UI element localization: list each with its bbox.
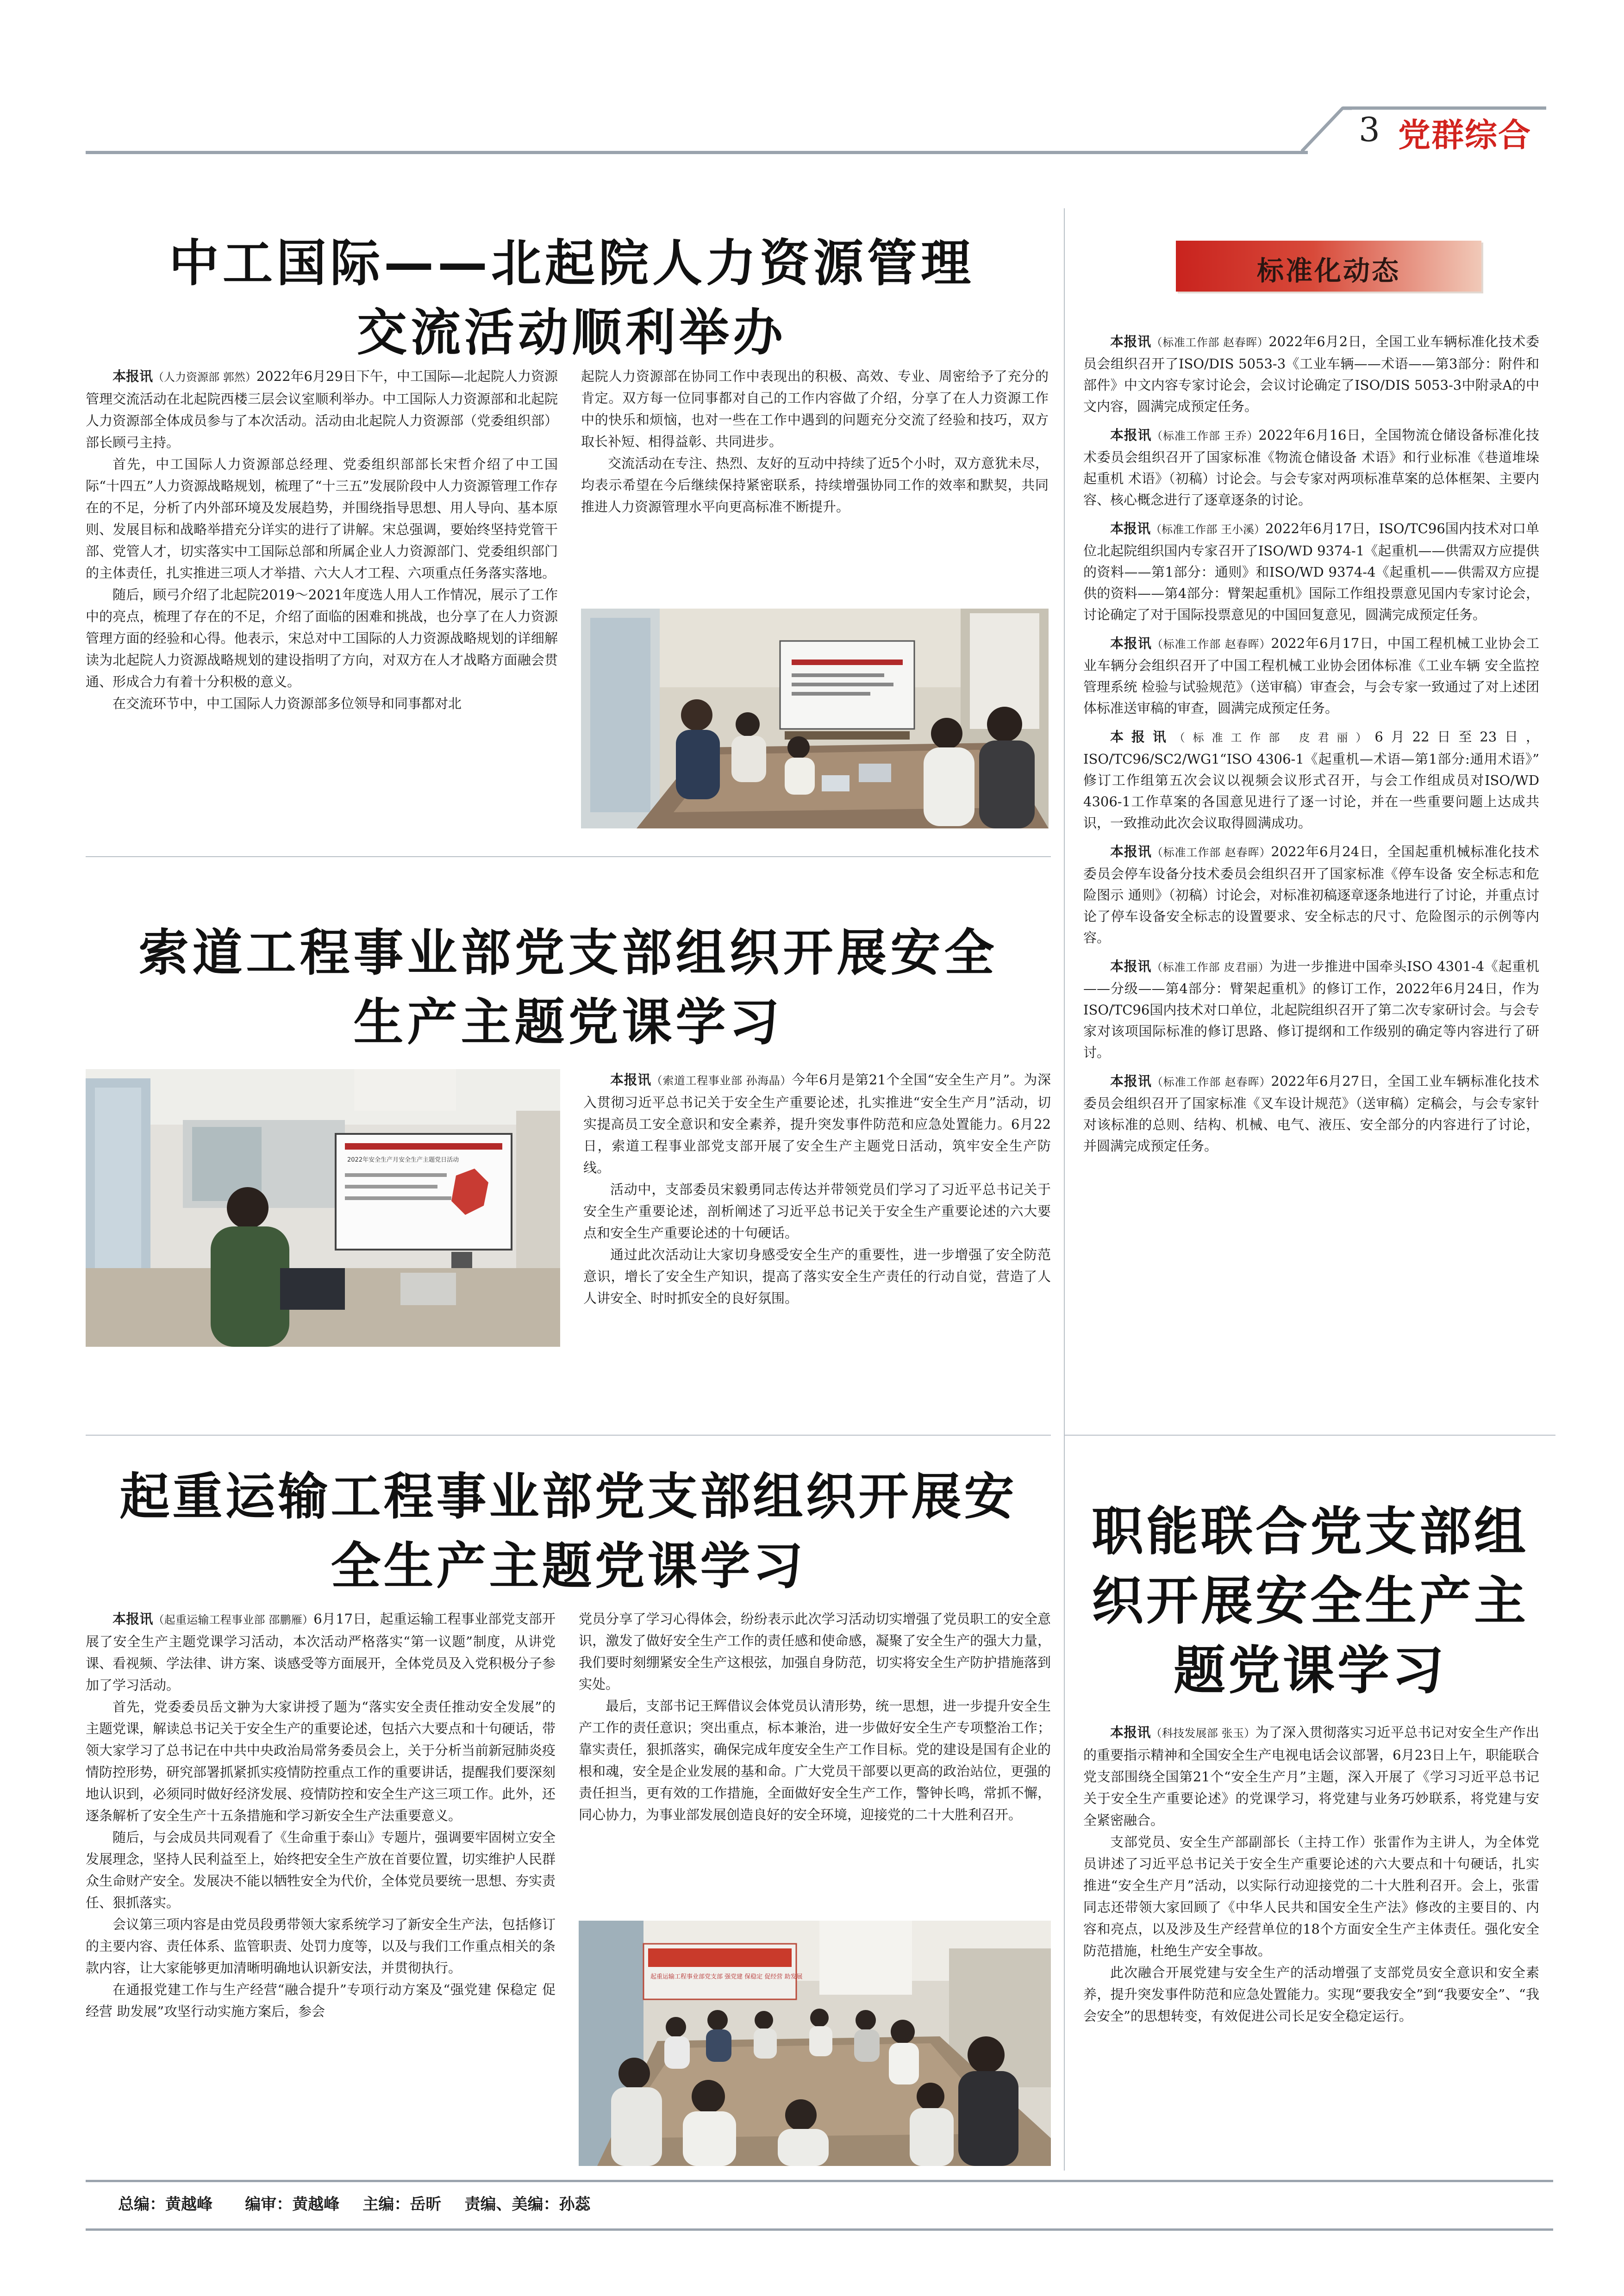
reviewer: 黄越峰 — [292, 2195, 340, 2214]
news-text: 2022年6月27日，全国工业车辆标准化技术委员会组织召开了国家标准《叉车设计规范》（送审稿）定稿会，与会专家针对该标准的总则、结构、机械、电气、液压、安全部分的内容进行了讨论，并圆满完成预定任务。 — [1083, 1073, 1539, 1154]
news-text: 6月22日至23日，ISO/TC96/SC2/WG1“ISO 4306-1《起重机—术语—第1部分:通用术语》” 修订工作组第五次会议以视频会议形式召开，与会工作组成员对ISO/WD 4306-1工作草案的各国意见进行了逐一讨论，并在一些重要问题上达成共识，一致推动此次会议取得圆满成功。 — [1083, 729, 1539, 831]
article3-lead-tag: 本报讯 — [112, 1611, 153, 1627]
footer-rule-bottom — [86, 2228, 1553, 2231]
article3-title-line2: 全生产主题党课学习 — [331, 1537, 806, 1595]
article1-lead — [86, 366, 558, 454]
header-rule — [86, 151, 1308, 154]
article3-lead-source: （起重运输工程事业部 邵鹏雁） — [153, 1613, 314, 1626]
article1-p5: 起院人力资源部在协同工作中表现出的积极、高效、专业、周密给予了充分的肯定。双方每一位同事都对自己的工作内容做了介绍，分享了在人力资源工作中的快乐和烦恼，也对一些在工作中遇到的问题充分交流了经验和技巧，双方取长补短、相得益彰、共同进步。 — [581, 368, 1049, 449]
article1-photo — [581, 609, 1049, 828]
article3-lead-text: 6月17日，起重运输工程事业部党支部开展了安全生产主题党课学习活动，本次活动严格落实“第一议题”制度，从讲党课、看视频、学法律、讲方案、谈感受等方面展开，全体党员及入党积极分子参加了学习活动。 — [86, 1611, 556, 1693]
reviewer-label: 编审： — [245, 2195, 293, 2214]
sidebar-news-item — [1083, 956, 1539, 1063]
article3-p5: 在通报党建工作与生产经营“融合提升”专项行动方案及“强党建 保稳定 促经营 助发展”攻坚行动实施方案后，参会 — [86, 1982, 556, 2019]
article4-lead-tag: 本报讯 — [1110, 1724, 1151, 1740]
news-source: （标准工作部 王乔） — [1151, 429, 1259, 442]
article2-lead-tag: 本报讯 — [610, 1072, 651, 1088]
article2-photo — [86, 1069, 560, 1347]
article3-p6: 党员分享了学习心得体会，纷纷表示此次学习活动切实增强了党员职工的安全意识，激发了做好安全生产工作的责任感和使命感，凝聚了安全生产的强大力量，我们要时刻绷紧安全生产这根弦，加强自身防范，切实将安全生产防护措施落到实处。 — [579, 1611, 1051, 1692]
news-source: （标准工作部 王小溪） — [1150, 523, 1266, 536]
chief-editor: 黄越峰 — [165, 2195, 212, 2214]
article3-p4: 会议第三项内容是由党员段勇带领大家系统学习了新安全生产法，包括修订的主要内容、责任体系、监管职责、处罚力度等，以及与我们工作重点相关的条款内容，让大家能够更加清晰明确地认识新安法，并贯彻执行。 — [86, 1916, 556, 1976]
article2-p2: 活动中，支部委员宋毅勇同志传达并带领党员们学习了习近平总书记关于安全生产重要论述，剖析阐述了习近平总书记关于安全生产重要论述的六大要点和安全生产重要论述的十句硬话。 — [583, 1182, 1051, 1241]
sidebar-news-item — [1083, 424, 1539, 510]
article3-p3: 随后，与会成员共同观看了《生命重于泰山》专题片，强调要牢固树立安全发展理念，坚持人民利益至上，始终把安全生产放在首要位置，切实维护人民群众生命财产安全。发展决不能以牺牲安全为代价，全体党员要统一思想、夯实责任、狠抓落实。 — [86, 1829, 556, 1910]
chief-editor-label: 总编： — [118, 2195, 165, 2214]
responsible-editor-label: 责编、美编： — [464, 2195, 559, 2214]
article2-lead-source: （索道工程事业部 孙海晶） — [651, 1074, 792, 1087]
page-number: 3 — [1359, 110, 1380, 149]
news-source: （标准工作部 皮君丽） — [1174, 731, 1375, 744]
divider-a2-a3 — [86, 1435, 1051, 1436]
news-tag: 本报讯 — [1110, 334, 1151, 349]
article2-screen-text: 2022年安全生产月安全生产主题党日活动 — [347, 1157, 459, 1164]
article2-text — [583, 1069, 1051, 1309]
article1-col2 — [581, 366, 1049, 518]
article4-lead — [1083, 1722, 1539, 1831]
column-divider — [1064, 208, 1065, 2171]
article2-p3: 通过此次活动让大家切身感受安全生产的重要性，进一步增强了安全防范意识，增长了安全生产知识，提高了落实安全生产责任的行动自觉，营造了人人讲安全、时时抓安全的良好氛围。 — [583, 1247, 1051, 1306]
news-tag: 本报讯 — [1110, 1073, 1152, 1089]
news-text: 2022年6月2日，全国工业车辆标准化技术委员会组织召开了ISO/DIS 5053-3《工业车辆——术语——第3部分：附件和部件》中文内容专家讨论会，会议讨论确定了ISO/DIS 5053-3中附录A的中文内容，圆满完成预定任务。 — [1083, 334, 1539, 414]
sidebar-title-box — [1176, 241, 1481, 292]
news-tag: 本报讯 — [1110, 635, 1152, 651]
article1-title-line1: 中工国际——北起院人力资源管理 — [169, 235, 974, 292]
sidebar-news-item — [1083, 841, 1539, 948]
article4-p3: 此次融合开展党建与安全生产的活动增强了支部党员安全意识和安全素养，提升突发事件防范和应急处置能力。实现“要我安全”到“我要安全”、“我会安全”的思想转变，有效促进公司长足安全稳定运行。 — [1083, 1965, 1539, 2024]
article1-p2: 首先，中工国际人力资源部总经理、党委组织部部长宋哲介绍了中工国际“十四五”人力资源战略规划，梳理了“十三五”发展阶段中人力资源管理工作存在的不足，分析了内外部环境及发展趋势，并围绕指导思想、用人导向、基本原则、发展目标和战略举措充分详实的进行了讲解。宋总强调，要始终坚持党管干部、党管人才，切实落实中工国际总部和所属企业人力资源部门、党委组织部门的主体责任，扎实推进三项人才举措、六大人才工程、六项重点任务落实落地。 — [86, 456, 558, 581]
article1-lead-source: （人力资源部 郭然） — [153, 371, 256, 384]
article3-title-line1: 起重运输工程事业部党支部组织开展安 — [119, 1468, 1017, 1526]
news-source: （标准工作部 赵春晖） — [1151, 846, 1271, 859]
sidebar-news-list — [1083, 331, 1539, 1164]
sidebar-news-item — [1083, 518, 1539, 625]
article1-title — [86, 229, 1058, 368]
news-tag: 本报讯 — [1110, 521, 1151, 536]
news-text: 2022年6月17日，ISO/TC96国内技术对口单位北起院组织国内专家召开了ISO/WD 9374-1《起重机——供需双方应提供的资料——第1部分：通则》和ISO/WD 9374-4《起重机——供需双方应提供的资料——第4部分：臂架起重机》国际工作组投票意见国内专家讨论会，讨论确定了对于国际投票意见的中国回复意见，圆满完成预定任务。 — [1083, 521, 1539, 622]
news-text: 2022年6月16日，全国物流仓储设备标准化技术委员会组织召开了国家标准《物流仓储设备 术语》和行业标准《巷道堆垛起重机 术语》（初稿）讨论会。与会专家对两项标准草案的总体框架、主要内容、核心概念进行了逐章逐条的讨论。 — [1083, 427, 1539, 508]
footer-rule — [86, 2180, 1553, 2182]
article1-p4: 在交流环节中，中工国际人力资源部多位领导和同事都对北 — [112, 696, 462, 711]
responsible-editor: 孙蕊 — [559, 2195, 591, 2214]
article1-p3: 随后，顾弓介绍了北起院2019～2021年度选人用人工作情况，展示了工作中的亮点，梳理了存在的不足，介绍了面临的困难和挑战，也分享了在人力资源管理方面的经验和心得。他表示，宋总对中工国际的人力资源战略规划的详细解读为北起院人力资源战略规划的建设指明了方向，对双方在人才战略方面融会贯通、形成合力有着十分积极的意义。 — [86, 587, 558, 690]
news-tag: 本报讯 — [1110, 427, 1152, 443]
news-text: 2022年6月24日，全国起重机械标准化技术委员会停车设备分技术委员会组织召开了国家标准《停车设备 安全标志和危险图示 通则》（初稿）讨论会，对标准初稿逐章逐条地进行了讨论，并重点讨论了停车设备安全标志的设置要求、安全标志的尺寸、危险图示的示例等内容。 — [1083, 844, 1539, 946]
article3-col1 — [86, 1608, 556, 2022]
article1-lead-tag: 本报讯 — [112, 368, 153, 384]
main-editor-label: 主编： — [362, 2195, 410, 2214]
article2-title-line2: 生产主题党课学习 — [353, 994, 783, 1052]
sidebar-news-item — [1083, 726, 1539, 834]
news-tag: 本报讯 — [1110, 729, 1174, 745]
article3-p2: 首先，党委委员岳文翀为大家讲授了题为“落实安全责任推动安全发展”的主题党课，解读总书记关于安全生产的重要论述，包括六大要点和十句硬话，带领大家学习了总书记在中共中央政治局常务委员会上，关于分析当前新冠肺炎疫情防控形势，研究部署抓紧抓实疫情防控重点工作的重要讲话，提醒我们要深刻地认识到，必须同时做好经济发展、疫情防控和安全生产这三项工作。此外，还逐条解析了安全生产十五条措施和学习新安全生产法重要意义。 — [86, 1699, 556, 1823]
article2-title — [86, 919, 1051, 1058]
sidebar-news-item — [1083, 633, 1539, 719]
sidebar-news-item — [1083, 1070, 1539, 1157]
article2-lead — [583, 1069, 1051, 1179]
article3-p7: 最后，支部书记王辉借议会体党员认清形势，统一思想，进一步提升安全生产工作的责任意识；突出重点，标本兼治，进一步做好安全生产专项整治工作；靠实责任，狠抓落实，确保完成年度安全生产工作目标。党的建设是国有企业的根和魂，安全是企业发展的基和命。广大党员干部要以更高的政治站位，更强的责任担当，更有效的工作措施，全面做好安全生产工作，警钟长鸣，常抓不懈，同心协力，为事业部发展创造良好的安全环境，迎接党的二十大胜利召开。 — [579, 1698, 1051, 1823]
section-title: 党群综合 — [1398, 116, 1531, 154]
news-source: （标准工作部 皮君丽） — [1151, 961, 1270, 974]
article1-col1 — [86, 366, 558, 715]
article1-lead-text: 2022年6月29日下午，中工国际—北起院人力资源管理交流活动在北起院西楼三层会议室顺利举办。中工国际人力资源部和北起院人力资源部全体成员参与了本次活动。活动由北起院人力资源部（党委组织部）部长顾弓主持。 — [86, 368, 558, 450]
article4-title — [1074, 1497, 1546, 1705]
news-source: （标准工作部 赵春晖） — [1151, 638, 1271, 651]
news-source: （标准工作部 赵春晖） — [1151, 1076, 1271, 1089]
news-text: 为进一步推进中国牵头ISO 4301-4《起重机——分级——第4部分：臂架起重机》的修订工作，2022年6月24日，作为ISO/TC96国内技术对口单位，北起院组织召开了第二次专家研讨会。与会专家对该项国际标准的修订思路、修订提纲和工作级别的确定等内容进行了研讨。 — [1083, 958, 1539, 1060]
article1-p6: 交流活动在专注、热烈、友好的互动中持续了近5个小时，双方意犹未尽，均表示希望在今后继续保持紧密联系，持续增强协同工作的效率和默契，共同推进人力资源管理水平向更高标准不断提升。 — [581, 455, 1049, 515]
divider-a1-a2 — [86, 856, 1051, 857]
article4-text — [1083, 1722, 1539, 2027]
article2-title-line1: 索道工程事业部党支部组织开展安全 — [138, 924, 998, 982]
news-source: （标准工作部 赵春晖） — [1151, 336, 1269, 349]
article4-lead-source: （科技发展部 张玉） — [1150, 1727, 1255, 1740]
footer-credits — [118, 2191, 591, 2214]
divider-sidebar — [1065, 1435, 1555, 1436]
article3-col2 — [579, 1608, 1051, 1826]
article3-title — [86, 1462, 1051, 1601]
news-tag: 本报讯 — [1110, 844, 1152, 859]
news-text: 2022年6月17日，中国工程机械工业协会工业车辆分会组织召开了中国工程机械工业协会团体标准《工业车辆 安全监控管理系统 检验与试验规范》（送审稿）审查会，与会专家一致通过了对上述团体标准送审稿的审查，圆满完成预定任务。 — [1083, 635, 1539, 716]
sidebar-news-item — [1083, 331, 1539, 417]
main-editor: 岳昕 — [410, 2195, 442, 2214]
header-rule-bend — [1301, 106, 1352, 157]
article4-title-line2: 织开展安全生产主 — [1092, 1571, 1529, 1631]
article4-title-line3: 题党课学习 — [1174, 1641, 1447, 1701]
article1-title-line2: 交流活动顺利举办 — [356, 304, 787, 362]
article3-banner-text: 起重运输工程事业部党支部 强党建 保稳定 促经营 助发展 — [650, 1973, 803, 1980]
article3-photo — [579, 1921, 1051, 2166]
article4-lead-text: 为了深入贯彻落实习近平总书记对安全生产作出的重要指示精神和全国安全生产电视电话会议部署，6月23日上午，职能联合党支部围绕全国第21个“安全生产月”主题，深入开展了《学习习近平总书记关于安全生产重要论述》的党课学习，将党建与业务巧妙联系，将党建与安全紧密融合。 — [1083, 1724, 1539, 1828]
article4-title-line1: 职能联合党支部组 — [1092, 1502, 1529, 1562]
article4-p2: 支部党员、安全生产部副部长（主持工作）张雷作为主讲人，为全体党员讲述了习近平总书记关于安全生产重要论述的六大要点和十句硬话，扎实推进“安全生产月”活动，以实际行动迎接党的二十大胜利召开。会上，张雷同志还带领大家回顾了《中华人民共和国安全生产法》修改的主要目的、内容和亮点，以及涉及生产经营单位的18个方面安全生产主体责任。强化安全防范措施，杜绝生产安全事故。 — [1083, 1834, 1539, 1959]
sidebar-title: 标准化动态 — [1256, 255, 1400, 286]
article2-lead-text: 今年6月是第21个全国“安全生产月”。为深入贯彻习近平总书记关于安全生产重要论述，扎实推进“安全生产月”活动，切实提高员工安全意识和安全素养，提升突发事件防范和应急处置能力。6月22日，索道工程事业部党支部开展了安全生产主题党日活动，筑牢安全生产防线。 — [583, 1072, 1051, 1176]
article3-lead — [86, 1608, 556, 1696]
news-tag: 本报讯 — [1110, 958, 1152, 974]
